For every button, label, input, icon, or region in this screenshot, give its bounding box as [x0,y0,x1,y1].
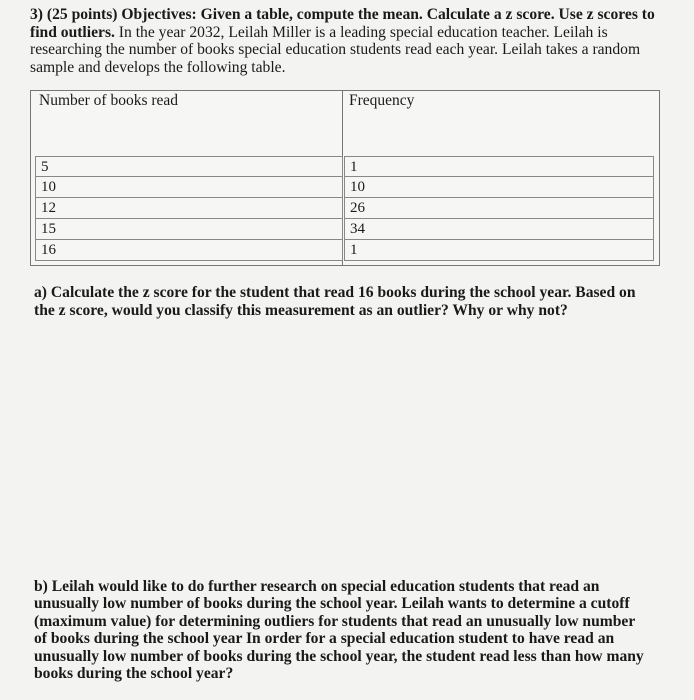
cell-frequency: 26 [344,198,654,219]
table-row [35,219,655,240]
cell-books: 12 [35,198,343,219]
table-row [35,156,655,177]
cell-books: 15 [35,219,343,240]
table-body [35,156,655,261]
header-books-read: Number of books read [39,92,179,109]
question-a: a) Calculate the z score for the student that read 16 books during the school year. Based on the z score, would you classify this measurement as an outlier? Why or why not? [34,284,636,319]
cell-frequency: 1 [344,240,654,261]
problem-heading: 3) (25 points) Objectives: Given a table, compute the mean. Calculate a z score. Use z scores to find outliers. [30,6,655,41]
cell-books: 16 [35,240,343,261]
problem-context: In the year 2032, Leilah Miller is a leading special education teacher. Leilah is researching the number of books special education students read each year. Leilah takes a random sample and develops the following table. [30,23,641,76]
table-row [35,198,655,219]
cell-frequency: 1 [344,156,654,177]
frequency-table [30,90,660,266]
question-b: b) Leilah would like to do further research on special education students that read an unusually low number of books during the school year. Leilah wants to determine a cutoff (maximum value) for determining outliers for students that read an unusually low number of books during the school year In order for a special education student to have read an unusually low number of books during the school year, the student read less than how many books during the school year? [34,578,644,683]
table-row [35,177,655,198]
header-frequency: Frequency [349,92,415,109]
table-row [35,240,655,261]
cell-books: 5 [35,156,343,177]
cell-frequency: 10 [344,177,654,198]
problem-intro [30,6,670,76]
cell-books: 10 [35,177,343,198]
cell-frequency: 34 [344,219,654,240]
